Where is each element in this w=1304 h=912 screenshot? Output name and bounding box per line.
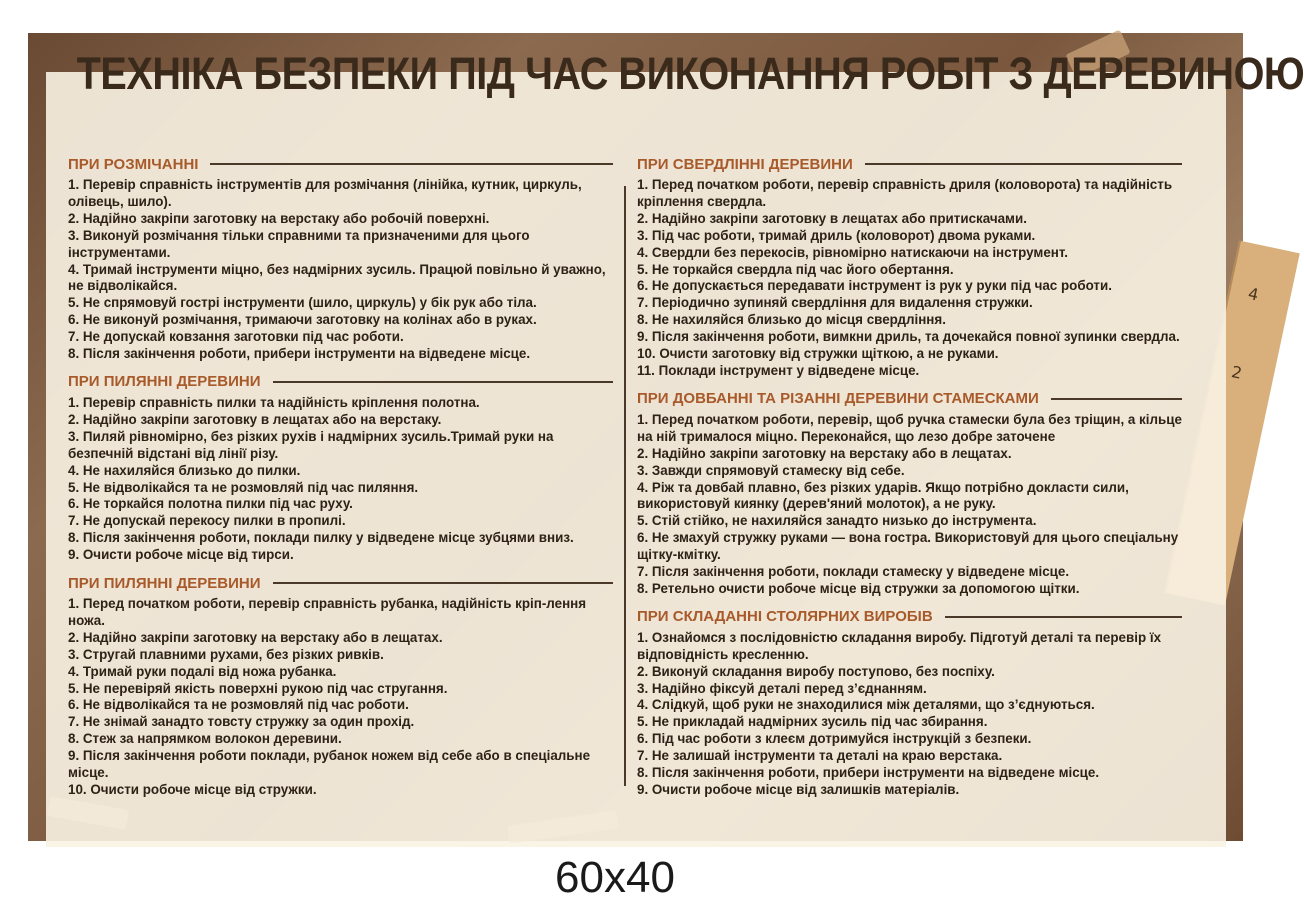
section-planing [68,570,613,799]
list-item: 7. Періодично зупиняй свердління для видалення стружки. [637,295,1033,311]
section-chiseling [637,386,1182,598]
list-item: 7. Не знімай занадто товсту стружку за один прохід. [68,714,415,730]
section-drilling [637,151,1182,380]
list-item: 7. Не допускай перекосу пилки в пропилі. [68,513,346,529]
section-marking [68,151,613,363]
list-item: 11. Поклади інструмент у відведене місце. [637,362,920,378]
list-item: 9. Очисти робоче місце від залишків матеріалів. [637,782,960,797]
list-item: 6. Не допускається передавати інструмент із рук у руки під час роботи. [637,278,1112,294]
list-item: 5. Не прикладай надмірних зусиль під час збирання. [637,714,988,730]
list-item: 2. Надійно закріпи заготовку на верстаку або робочій поверхні. [68,210,490,226]
list-item: 3. Виконуй розмічання тільки справними та призначеними для цього інструментами. [68,227,530,260]
section-title: ПРИ ДОВБАННІ ТА РІЗАННІ ДЕРЕВИНИ СТАМЕСКАМИ [637,390,1039,408]
list-item: 2. Надійно закріпи заготовку в лещатах або притискачами. [637,210,1027,226]
list-item: 5. Не спрямовуй гострі інструменти (шило, циркуль) у бік рук або тіла. [68,295,537,311]
section-title: ПРИ СКЛАДАННІ СТОЛЯРНИХ ВИРОБІВ [637,608,933,626]
list-item: 1. Перевір справність інструментів для розмічання (лінійка, кутник, циркуль, олівець, шило). [68,177,582,209]
list-item: 6. Не виконуй розмічання, тримаючи заготовку на колінах або в руках. [68,312,537,328]
section-rule [273,381,613,383]
list-item: 4. Не нахиляйся близько до пилки. [68,462,301,478]
list-item: 2. Надійно закріпи заготовку на верстаку або в лещатах. [637,445,1012,461]
list-item: 2. Надійно закріпи заготовку в лещатах або на верстаку. [68,411,442,427]
section-rule [273,582,613,584]
list-item: 1. Перед початком роботи, перевір справність дриля (коловорота) та надійність кріплення свердла. [637,177,1173,209]
list-item: 8. Після закінчення роботи, прибери інструменти на відведене місце. [68,346,531,362]
list-item: 10. Очисти робоче місце від стружки. [68,782,317,797]
section-sawing [68,369,613,564]
section-items [68,395,613,564]
list-item: 8. Ретельно очисти робоче місце від стружки за допомогою щітки. [637,580,1080,596]
list-item: 10. Очисти заготовку від стружки щіткою, а не руками. [637,346,999,362]
list-item: 2. Надійно закріпи заготовку на верстаку або в лещатах. [68,629,443,645]
list-item: 4. Тримай інструменти міцно, без надмірних зусиль. Працюй повільно й уважно, не відволікайся. [68,261,606,294]
section-title: ПРИ ПИЛЯННІ ДЕРЕВИНИ [68,574,261,592]
column-divider [624,186,626,786]
list-item: 8. Не нахиляйся близько до місця свердління. [637,312,946,328]
list-item: 2. Виконуй складання виробу поступово, без поспіху. [637,663,995,679]
list-item: 3. Стругай плавними рухами, без різких ривків. [68,646,384,662]
list-item: 3. Пиляй рівномірно, без різких рухів і надмірних зусиль.Тримай руки на безпечній відстані від лінії різу. [68,428,554,461]
section-title: ПРИ ПИЛЯННІ ДЕРЕВИНИ [68,373,261,391]
section-rule [1051,398,1182,400]
list-item: 8. Після закінчення роботи, прибери інструменти на відведене місце. [637,765,1100,781]
list-item: 3. Надійно фіксуй деталі перед з’єднанням. [637,680,927,696]
list-item: 4. Ріж та довбай плавно, без різких ударів. Якщо потрібно докласти сили, використовуй киянку (дерев'яний молоток), а не руку. [637,479,1129,512]
list-item: 5. Стій стійко, не нахиляйся занадто низько до інструмента. [637,513,1037,529]
list-item: 7. Не допускай ковзання заготовки під час роботи. [68,329,404,345]
section-rule [865,163,1182,165]
list-item: 8. Стеж за напрямком волокон деревини. [68,731,342,747]
section-rule [945,616,1182,618]
section-items [68,596,613,799]
list-item: 6. Не змахуй стружку руками — вона гостра. Використовуй для цього спеціальну щітку-кмітку. [637,530,1179,563]
section-assembly [637,604,1182,799]
list-item: 1. Перед початком роботи, перевір, щоб ручка стамески була без тріщин, а кільце на ній трималося міцно. Переконайся, що лезо добре заточене [637,411,1182,444]
list-item: 4. Слідкуй, щоб руки не знаходилися між деталями, що з’єднуються. [637,697,1095,713]
section-items [637,412,1182,598]
list-item: 9. Після закінчення роботи поклади, рубанок ножем від себе або в спеціальне місце. [68,748,591,781]
list-item: 3. Під час роботи, тримай дриль (коловорот) двома руками. [637,227,1036,243]
list-item: 4. Тримай руки подалі від ножа рубанка. [68,663,337,679]
list-item: 5. Не перевіряй якість поверхні рукою під час стругання. [68,680,448,696]
list-item: 6. Не торкайся полотна пилки під час руху. [68,496,353,512]
list-item: 5. Не торкайся свердла під час його обертання. [637,261,954,277]
ruler-decoration: 4 2 [1164,240,1299,605]
right-column [637,151,1182,805]
list-item: 1. Перевір справність пилки та надійність кріплення полотна. [68,394,480,410]
list-item: 3. Завжди спрямовуй стамеску від себе. [637,462,905,478]
left-column [68,151,613,805]
section-rule [210,163,613,165]
section-title: ПРИ РОЗМІЧАННІ [68,155,199,173]
list-item: 6. Під час роботи з клеєм дотримуйся інструкцій з безпеки. [637,731,1032,747]
list-item: 8. Після закінчення роботи, поклади пилку у відведене місце зубцями вниз. [68,530,574,546]
list-item: 5. Не відволікайся та не розмовляй під час пиляння. [68,479,419,495]
list-item: 6. Не відволікайся та не розмовляй під час роботи. [68,697,409,713]
list-item: 1. Перед початком роботи, перевір справність рубанка, надійність кріп-лення ножа. [68,596,587,628]
list-item: 9. Очисти робоче місце від тирси. [68,547,294,563]
list-item: 9. Після закінчення роботи, вимкни дриль, та дочекайся повної зупинки свердла. [637,329,1180,345]
list-item: 7. Після закінчення роботи, поклади стамеску у відведене місце. [637,564,1070,580]
section-items [637,177,1182,380]
list-item: 1. Ознайомся з послідовністю складання виробу. Підготуй деталі та перевір їх відповідність кресленню. [637,629,1162,662]
section-items [68,177,613,363]
list-item: 4. Свердли без перекосів, рівномірно натискаючи на інструмент. [637,244,1068,260]
poster-title: ТЕХНІКА БЕЗПЕКИ ПІД ЧАС ВИКОНАННЯ РОБІТ З ДЕРЕВИНОЮ [76,48,1304,99]
section-title: ПРИ СВЕРДЛІННІ ДЕРЕВИНИ [637,155,853,173]
size-label: 60x40 [555,853,675,902]
section-items [637,630,1182,799]
list-item: 7. Не залишай інструменти та деталі на краю верстака. [637,748,1003,764]
